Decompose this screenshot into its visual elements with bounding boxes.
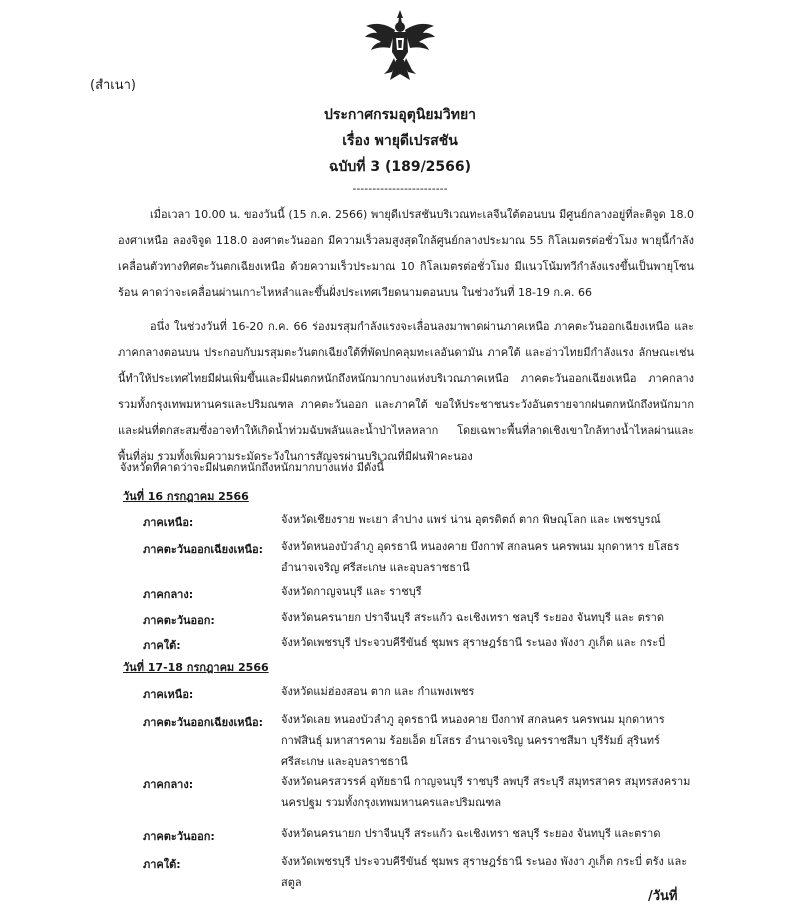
paragraph-monsoon-warning: อนึ่ง ในช่วงวันที่ 16-20 ก.ค. 66 ร่องมรสุมกำลังแรงจะเลื่อนลงมาพาดผ่านภาคเหนือ ภาคตะวันออกเฉียงเหนือ และภาคกลางตอนบน ประกอบกับมรสุมตะวันตกเฉียงใต้ที่พัดปกคลุมทะเลอันดามัน ภาคใต้ และอ่าวไทยมีกำลังแรง ลักษณะเช่นนี้ทำให้ประเทศไทยมีฝนเพิ่มขึ้นและมีฝนตกหนักถึงหนักมากบางแห่งบริเวณภาคเหนือ ภาคตะวันออกเฉียงเหนือ ภาคกลางรวมทั้งกรุงเทพมหานครและปริมณฑล ภาคตะวันออก และภาคใต้ ขอให้ประชาชนระวังอันตรายจากฝนตกหนักถึงหนักมากและฝนที่ตกสะสมซึ่งอาจทำให้เกิดน้ำท่วมฉับพลันและน้ำป่าไหลหลาก โดยเฉพาะพื้นที่ลาดเชิงเขาใกล้ทางน้ำไหลผ่านและพื้นที่ลุ่ม รวมทั้งเพิ่มความระมัดระวังในการสัญจรผ่านบริเวณที่มีฝนฟ้าคะนอง <box>118 320 694 463</box>
region-provinces-north: จังหวัดแม่ฮ่องสอน ตาก และ กำแพงเพชร <box>281 685 475 698</box>
region-label-northeast: ภาคตะวันออกเฉียงเหนือ: <box>143 543 264 556</box>
announcement-subject: เรื่อง พายุดีเปรสชัน <box>342 133 458 149</box>
region-label-northeast: ภาคตะวันออกเฉียงเหนือ: <box>143 716 264 729</box>
day-heading-16: วันที่ 16 กรกฎาคม 2566 <box>123 490 249 503</box>
region-provinces-central: จังหวัดกาญจนบุรี และ ราชบุรี <box>281 585 422 598</box>
announcement-number: ฉบับที่ 3 (189/2566) <box>328 159 472 175</box>
region-label-north: ภาคเหนือ: <box>143 516 194 529</box>
announcement-title: ประกาศกรมอุตุนิยมวิทยา <box>323 107 477 123</box>
day-heading-17-18: วันที่ 17-18 กรกฎาคม 2566 <box>123 661 269 674</box>
region-label-north: ภาคเหนือ: <box>143 688 194 701</box>
continuation-mark: /วันที่ <box>648 889 678 904</box>
region-label-central: ภาคกลาง: <box>143 588 194 601</box>
region-provinces-east: จังหวัดนครนายก ปราจีนบุรี สระแก้ว ฉะเชิงเทรา ชลบุรี ระยอง จันทบุรี และ ตราด <box>281 611 664 624</box>
separator-line: ------------------------ <box>352 182 448 195</box>
copy-mark: (สำเนา) <box>90 78 137 93</box>
region-provinces-south: จังหวัดเพชรบุรี ประจวบคีรีขันธ์ ชุมพร สุราษฎร์ธานี ระนอง พังงา ภูเก็ต กระบี่ ตรัง และสตูล <box>281 855 688 889</box>
region-label-east: ภาคตะวันออก: <box>143 830 215 843</box>
region-provinces-north: จังหวัดเชียงราย พะเยา ลำปาง แพร่ น่าน อุตรดิตถ์ ตาก พิษณุโลก และ เพชรบูรณ์ <box>281 513 661 526</box>
region-provinces-northeast: จังหวัดหนองบัวลำภู อุดรธานี หนองคาย บึงกาฬ สกลนคร นครพนม มุกดาหาร ยโสธร อำนาจเจริญ ศรีสะเกษ และอุบลราชธานี <box>281 540 680 574</box>
region-provinces-south: จังหวัดเพชรบุรี ประจวบคีรีขันธ์ ชุมพร สุราษฎร์ธานี ระนอง พังงา ภูเก็ต และ กระบี่ <box>281 636 666 649</box>
region-label-central: ภาคกลาง: <box>143 778 194 791</box>
garuda-emblem-icon <box>362 8 438 84</box>
region-label-south: ภาคใต้: <box>143 858 181 871</box>
region-provinces-central: จังหวัดนครสวรรค์ อุทัยธานี กาญจนบุรี ราชบุรี ลพบุรี สระบุรี สมุทรสาคร สมุทรสงคราม นครปฐม รวมทั้งกรุงเทพมหานครและปริมณฑล <box>281 775 691 809</box>
paragraph-storm-status: เมื่อเวลา 10.00 น. ของวันนี้ (15 ก.ค. 2566) พายุดีเปรสชันบริเวณทะเลจีนใต้ตอนบน มีศูนย์กลางอยู่ที่ละติจูด 18.0 องศาเหนือ ลองจิจูด 118.0 องศาตะวันออก มีความเร็วลมสูงสุดใกล้ศูนย์กลางประมาณ 55 กิโลเมตรต่อชั่วโมง พายุนี้กำลังเคลื่อนตัวทางทิศตะวันตกเฉียงเหนือ ด้วยความเร็วประมาณ 10 กิโลเมตรต่อชั่วโมง มีแนวโน้มทวีกำลังแรงขึ้นเป็นพายุโซนร้อน คาดว่าจะเคลื่อนผ่านเกาะไหหลำและขึ้นฝั่งประเทศเวียดนามตอนบน ในช่วงวันที่ 18-19 ก.ค. 66 <box>118 208 694 299</box>
region-provinces-northeast: จังหวัดเลย หนองบัวลำภู อุดรธานี หนองคาย บึงกาฬ สกลนคร นครพนม มุกดาหาร กาฬสินธุ์ มหาสารคาม ร้อยเอ็ด ยโสธร อำนาจเจริญ นครราชสีมา บุรีรัมย์ สุรินทร์ ศรีสะเกษ และอุบลราชธานี <box>281 713 665 768</box>
region-label-south: ภาคใต้: <box>143 639 181 652</box>
region-label-east: ภาคตะวันออก: <box>143 614 215 627</box>
region-provinces-east: จังหวัดนครนายก ปราจีนบุรี สระแก้ว ฉะเชิงเทรา ชลบุรี ระยอง จันทบุรี และตราด <box>281 827 661 840</box>
forecast-intro: จังหวัดที่คาดว่าจะมีฝนตกหนักถึงหนักมากบางแห่ง มีดังนี้ <box>120 461 385 474</box>
